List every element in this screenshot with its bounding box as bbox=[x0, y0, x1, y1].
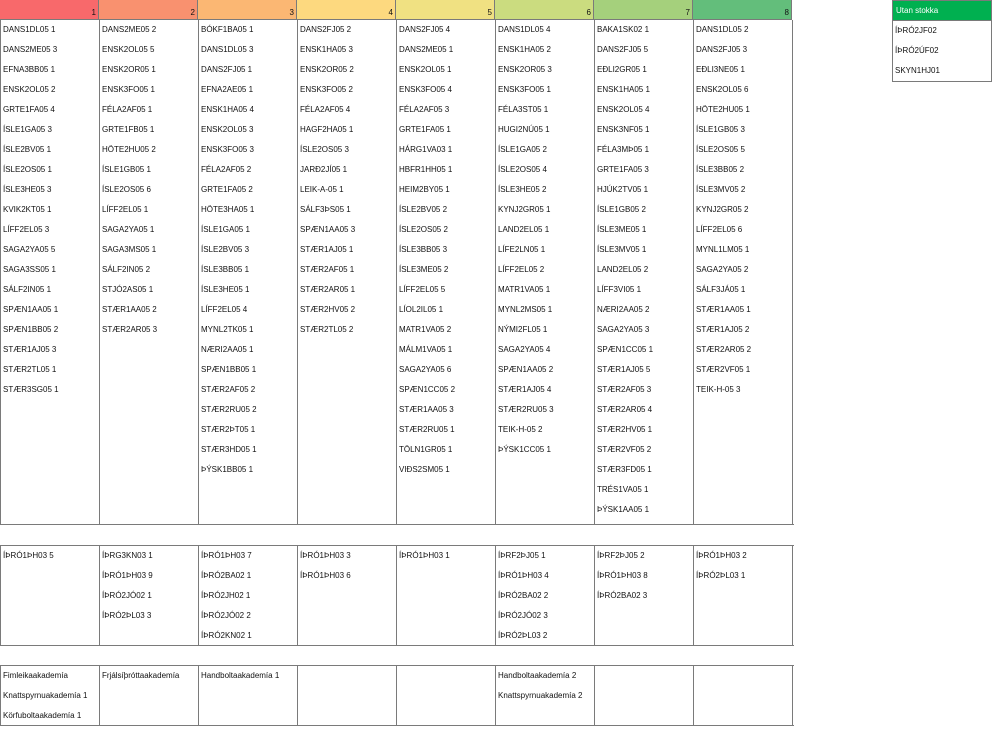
course-cell[interactable]: ÍSLE1GA05 2 bbox=[498, 145, 547, 154]
course-cell[interactable]: EÐLI2GR05 1 bbox=[597, 65, 647, 74]
course-cell[interactable]: FÉLA2AF05 3 bbox=[399, 105, 450, 114]
course-cell[interactable]: ÍÞRÓ1ÞH03 3 bbox=[300, 551, 351, 560]
course-cell[interactable]: STÆR2TL05 2 bbox=[300, 325, 354, 334]
course-cell[interactable]: ENSK1HA05 1 bbox=[597, 85, 650, 94]
course-cell[interactable]: SPÆN1CC05 1 bbox=[597, 345, 654, 354]
course-cell[interactable]: Frjálsíþróttaakademía bbox=[102, 671, 180, 680]
course-cell[interactable]: MÁLM1VA05 1 bbox=[399, 345, 453, 354]
course-cell[interactable]: STÆR1AJ05 2 bbox=[696, 325, 750, 334]
unassigned-cell[interactable]: ÍÞRÓ2ÚF02 bbox=[895, 46, 939, 55]
course-cell[interactable]: SPÆN1AA05 3 bbox=[300, 225, 356, 234]
block3-column-1 bbox=[1, 666, 100, 725]
course-cell[interactable]: BÓKF1BA05 1 bbox=[201, 25, 254, 34]
course-cell[interactable]: ÍSLE1GB05 3 bbox=[696, 125, 745, 134]
course-cell[interactable]: TÖLN1GR05 1 bbox=[399, 445, 453, 454]
column-header-3[interactable] bbox=[198, 0, 297, 20]
course-cell[interactable]: LÍFF2EL05 2 bbox=[498, 265, 545, 274]
course-cell[interactable]: DANS2FJ05 1 bbox=[201, 65, 253, 74]
course-cell[interactable]: ENSK1HA05 4 bbox=[201, 105, 254, 114]
column-header-number: 3 bbox=[289, 8, 294, 17]
course-cell[interactable]: HEIM2BY05 1 bbox=[399, 185, 450, 194]
course-cell[interactable]: ENSK2OR05 3 bbox=[498, 65, 552, 74]
course-cell[interactable]: EÐLI3NE05 1 bbox=[696, 65, 745, 74]
course-cell[interactable]: STÆR2ÞT05 1 bbox=[201, 425, 256, 434]
unassigned-cell[interactable]: ÍÞRÓ2JF02 bbox=[895, 26, 937, 35]
course-cell[interactable]: HBFR1HH05 1 bbox=[399, 165, 453, 174]
course-cell[interactable]: SPÆN1BB05 1 bbox=[201, 365, 257, 374]
course-cell[interactable]: LÍFE2LN05 1 bbox=[498, 245, 546, 254]
column-header-1[interactable] bbox=[0, 0, 99, 20]
block2-column-5 bbox=[397, 546, 496, 645]
course-cell[interactable]: ÍSLE1GB05 1 bbox=[102, 165, 151, 174]
course-cell[interactable]: DANS1DL05 4 bbox=[498, 25, 551, 34]
course-cell[interactable]: HJÚK2TV05 1 bbox=[597, 185, 649, 194]
block2-column-6 bbox=[496, 546, 595, 645]
course-cell[interactable]: TEIK-H-05 3 bbox=[696, 385, 741, 394]
course-cell[interactable]: ÍSLE1GB05 2 bbox=[597, 205, 646, 214]
course-cell[interactable]: LÍOL2IL05 1 bbox=[399, 305, 444, 314]
unassigned-panel bbox=[892, 0, 992, 82]
course-cell[interactable]: ÞÝSK1BB05 1 bbox=[201, 465, 254, 474]
course-cell[interactable]: Knattspyrnuakademía 1 bbox=[3, 691, 88, 700]
course-cell[interactable]: STÆR2AR05 3 bbox=[102, 325, 158, 334]
course-cell[interactable]: ENSK3FO05 4 bbox=[399, 85, 452, 94]
course-cell[interactable]: SAGA2YA05 4 bbox=[498, 345, 551, 354]
course-cell[interactable]: LAND2EL05 2 bbox=[597, 265, 649, 274]
course-cell[interactable]: ÍSLE2OS05 2 bbox=[399, 225, 448, 234]
course-cell[interactable]: BAKA1SK02 1 bbox=[597, 25, 650, 34]
course-cell[interactable]: ÍÞRÓ1ÞH03 6 bbox=[300, 571, 351, 580]
course-cell[interactable]: ENSK2OR05 1 bbox=[102, 65, 156, 74]
course-cell[interactable]: DANS2ME05 2 bbox=[102, 25, 157, 34]
block1-column-2 bbox=[100, 20, 199, 524]
course-cell[interactable]: DANS1DL05 2 bbox=[696, 25, 749, 34]
course-cell[interactable]: ÍÞRÓ2BA02 2 bbox=[498, 591, 549, 600]
course-cell[interactable]: ÍSLE2BV05 2 bbox=[399, 205, 448, 214]
course-cell[interactable]: FÉLA3MÞ05 1 bbox=[597, 145, 650, 154]
column-header-number: 7 bbox=[685, 8, 690, 17]
course-cell[interactable]: KYNJ2GR05 1 bbox=[498, 205, 551, 214]
course-cell[interactable]: STÆR2AR05 1 bbox=[300, 285, 356, 294]
course-cell[interactable]: SAGA2YA05 1 bbox=[102, 225, 155, 234]
course-cell[interactable]: ÍSLE1GA05 3 bbox=[3, 125, 52, 134]
course-cell[interactable]: SÁLF2IN05 1 bbox=[3, 285, 52, 294]
course-cell[interactable]: Handboltaakademía 1 bbox=[201, 671, 280, 680]
block2-column-3 bbox=[199, 546, 298, 645]
course-cell[interactable]: SAGA2YA05 6 bbox=[399, 365, 452, 374]
course-cell[interactable]: DANS2FJ05 3 bbox=[696, 45, 748, 54]
course-cell[interactable]: ÍSLE3MV05 2 bbox=[696, 185, 746, 194]
course-cell[interactable]: ÍSLE3MV05 1 bbox=[597, 245, 647, 254]
course-cell[interactable]: ÍÞRÓ1ÞH03 9 bbox=[102, 571, 153, 580]
course-cell[interactable]: STÆR2RU05 3 bbox=[498, 405, 554, 414]
course-cell[interactable]: SPÆN1AA05 1 bbox=[3, 305, 59, 314]
course-cell[interactable]: STÆR1AJ05 5 bbox=[597, 365, 651, 374]
block2-column-7 bbox=[595, 546, 694, 645]
course-cell[interactable]: SAGA2YA05 2 bbox=[696, 265, 749, 274]
block1-column-3 bbox=[199, 20, 298, 524]
course-cell[interactable]: STÆR1AA05 1 bbox=[696, 305, 751, 314]
course-cell[interactable]: ENSK2OL05 3 bbox=[201, 125, 254, 134]
course-cell[interactable]: LAND2EL05 1 bbox=[498, 225, 550, 234]
column-header-4[interactable] bbox=[297, 0, 396, 20]
block1-column-7 bbox=[595, 20, 694, 524]
course-cell[interactable]: ÍSLE3HE05 2 bbox=[498, 185, 547, 194]
course-cell[interactable]: STÆR1AJ05 1 bbox=[300, 245, 354, 254]
course-cell[interactable]: VIÐS2SM05 1 bbox=[399, 465, 450, 474]
course-cell[interactable]: KVIK2KT05 1 bbox=[3, 205, 52, 214]
course-cell[interactable]: STÆR2AR05 2 bbox=[696, 345, 752, 354]
course-cell[interactable]: STÆR2RU05 1 bbox=[399, 425, 455, 434]
course-cell[interactable]: STÆR2AF05 2 bbox=[201, 385, 256, 394]
column-header-7[interactable] bbox=[594, 0, 693, 20]
course-cell[interactable]: LÍFF3VI05 1 bbox=[597, 285, 642, 294]
course-cell[interactable]: ÍSLE2BV05 1 bbox=[3, 145, 52, 154]
course-cell[interactable]: LÍFF2EL05 3 bbox=[3, 225, 50, 234]
course-cell[interactable]: ÍÞRÓ2KN02 1 bbox=[201, 631, 252, 640]
column-header-row bbox=[0, 0, 794, 20]
course-cell[interactable]: STÆR3HD05 1 bbox=[201, 445, 257, 454]
course-cell[interactable]: ENSK2OL05 1 bbox=[399, 65, 452, 74]
course-cell[interactable]: ENSK2OL05 4 bbox=[597, 105, 650, 114]
course-cell[interactable]: ÍÞRÓ1ÞH03 5 bbox=[3, 551, 54, 560]
course-cell[interactable]: ENSK2OL05 5 bbox=[102, 45, 155, 54]
course-cell[interactable]: STÆR1AJ05 3 bbox=[3, 345, 57, 354]
block3-column-3 bbox=[199, 666, 298, 725]
course-cell[interactable]: KYNJ2GR05 2 bbox=[696, 205, 749, 214]
course-cell[interactable]: TRÉS1VA05 1 bbox=[597, 485, 649, 494]
course-cell[interactable]: ENSK3FO05 3 bbox=[201, 145, 254, 154]
course-cell[interactable]: DANS2ME05 3 bbox=[3, 45, 58, 54]
course-cell[interactable]: GRTE1FA05 4 bbox=[3, 105, 55, 114]
course-cell[interactable]: ÍSLE2BV05 3 bbox=[201, 245, 250, 254]
course-cell[interactable]: MATR1VA05 2 bbox=[399, 325, 452, 334]
course-cell[interactable]: ENSK2OL05 6 bbox=[696, 85, 749, 94]
column-header-8[interactable] bbox=[693, 0, 792, 20]
course-cell[interactable]: ÍSLE2OS05 5 bbox=[696, 145, 745, 154]
course-cell[interactable]: Handboltaakademía 2 bbox=[498, 671, 577, 680]
course-cell[interactable]: STÆR1AA05 3 bbox=[399, 405, 454, 414]
course-cell[interactable]: ÍÞRÓ2ÞL03 2 bbox=[498, 631, 548, 640]
course-cell[interactable]: FÉLA2AF05 4 bbox=[300, 105, 351, 114]
block1-column-5 bbox=[397, 20, 496, 524]
course-cell[interactable]: TEIK-H-05 2 bbox=[498, 425, 543, 434]
course-cell[interactable]: DANS2FJ05 5 bbox=[597, 45, 649, 54]
course-cell[interactable]: STÆR2VF05 2 bbox=[597, 445, 652, 454]
course-cell[interactable]: HÁRG1VA03 1 bbox=[399, 145, 453, 154]
course-cell[interactable]: ÍÞRÓ2JH02 1 bbox=[201, 591, 251, 600]
course-cell[interactable]: ENSK3FO05 1 bbox=[102, 85, 155, 94]
course-cell[interactable]: STÆR3FD05 1 bbox=[597, 465, 652, 474]
block1-column-1 bbox=[1, 20, 100, 524]
course-cell[interactable]: ÍSLE3BB05 1 bbox=[201, 265, 250, 274]
block1-column-4 bbox=[298, 20, 397, 524]
unassigned-list bbox=[893, 21, 991, 81]
block1-column-8 bbox=[694, 20, 793, 524]
course-cell[interactable]: STÆR2TL05 1 bbox=[3, 365, 57, 374]
course-cell[interactable]: ÍÞRÓ1ÞH03 7 bbox=[201, 551, 252, 560]
course-cell[interactable]: ÍÞRÓ2ÞL03 1 bbox=[696, 571, 746, 580]
course-cell[interactable]: STÆR2VF05 1 bbox=[696, 365, 751, 374]
unassigned-cell[interactable]: SKYN1HJ01 bbox=[895, 66, 940, 75]
course-cell[interactable]: GRTE1FA05 3 bbox=[597, 165, 649, 174]
course-cell[interactable]: GRTE1FB05 1 bbox=[102, 125, 155, 134]
course-cell[interactable]: ÍSLE3ME05 2 bbox=[399, 265, 449, 274]
block2-column-1 bbox=[1, 546, 100, 645]
course-cell[interactable]: ÍSLE2OS05 1 bbox=[3, 165, 52, 174]
course-cell[interactable]: FÉLA3ST05 1 bbox=[498, 105, 549, 114]
course-cell[interactable]: ÍSLE1GA05 1 bbox=[201, 225, 250, 234]
block2-column-2 bbox=[100, 546, 199, 645]
course-cell[interactable]: SÁLF3JÁ05 1 bbox=[696, 285, 746, 294]
course-cell[interactable]: HÖTE2HU05 1 bbox=[696, 105, 750, 114]
course-cell[interactable]: ÍSLE3HE05 3 bbox=[3, 185, 52, 194]
block3-column-6 bbox=[496, 666, 595, 725]
course-cell[interactable]: STÆR1AJ05 4 bbox=[498, 385, 552, 394]
course-cell[interactable]: LÍFF2EL05 5 bbox=[399, 285, 446, 294]
course-cell[interactable]: MATR1VA05 1 bbox=[498, 285, 551, 294]
course-cell[interactable]: ÍSLE3BB05 2 bbox=[696, 165, 745, 174]
column-header-5[interactable] bbox=[396, 0, 495, 20]
column-header-number: 2 bbox=[190, 8, 195, 17]
course-cell[interactable]: MYNL2MS05 1 bbox=[498, 305, 553, 314]
course-cell[interactable]: ÍSLE2OS05 4 bbox=[498, 165, 547, 174]
course-cell[interactable]: LÍFF2EL05 6 bbox=[696, 225, 743, 234]
column-header-2[interactable] bbox=[99, 0, 198, 20]
course-cell[interactable]: LEIK-A-05 1 bbox=[300, 185, 344, 194]
block2-column-8 bbox=[694, 546, 793, 645]
course-cell[interactable]: MYNL1LM05 1 bbox=[696, 245, 750, 254]
unassigned-header[interactable]: Utan stokka bbox=[893, 1, 991, 21]
course-cell[interactable]: JARÐ2JÍ05 1 bbox=[300, 165, 348, 174]
course-cell[interactable]: ENSK3NF05 1 bbox=[597, 125, 650, 134]
course-cell[interactable]: ÍÞRÓ2BA02 1 bbox=[201, 571, 252, 580]
course-cell[interactable]: GRTE1FA05 1 bbox=[399, 125, 451, 134]
course-cell[interactable]: ÍSLE2OS05 3 bbox=[300, 145, 349, 154]
course-cell[interactable]: SPÆN1AA05 2 bbox=[498, 365, 554, 374]
course-cell[interactable]: SAGA2YA05 5 bbox=[3, 245, 56, 254]
column-header-number: 5 bbox=[487, 8, 492, 17]
course-cell[interactable]: ÍÞRÓ2JÓ02 3 bbox=[498, 611, 548, 620]
course-cell[interactable]: ÍÞRÓ1ÞH03 8 bbox=[597, 571, 648, 580]
course-cell[interactable]: DANS1DL05 3 bbox=[201, 45, 254, 54]
course-block-sports bbox=[0, 545, 794, 646]
course-cell[interactable]: SPÆN1CC05 2 bbox=[399, 385, 456, 394]
course-cell[interactable]: STÆR2RU05 2 bbox=[201, 405, 257, 414]
course-cell[interactable]: ÍSLE2OS05 6 bbox=[102, 185, 151, 194]
course-cell[interactable]: Fimleikaakademía bbox=[3, 671, 68, 680]
course-cell[interactable]: ENSK2OL05 2 bbox=[3, 85, 56, 94]
block3-column-4 bbox=[298, 666, 397, 725]
block3-column-5 bbox=[397, 666, 496, 725]
course-cell[interactable]: STJÓ2AS05 1 bbox=[102, 285, 154, 294]
course-cell[interactable]: STÆR3SG05 1 bbox=[3, 385, 59, 394]
course-cell[interactable]: STÆR2AR05 4 bbox=[597, 405, 653, 414]
course-cell[interactable]: ÞÝSK1AA05 1 bbox=[597, 505, 650, 514]
course-cell[interactable]: FÉLA2AF05 1 bbox=[102, 105, 153, 114]
course-cell[interactable]: SÁLF2IN05 2 bbox=[102, 265, 151, 274]
course-cell[interactable]: DANS1DL05 1 bbox=[3, 25, 56, 34]
course-cell[interactable]: LÍFF2EL05 1 bbox=[102, 205, 149, 214]
column-header-number: 4 bbox=[388, 8, 393, 17]
course-cell[interactable]: Knattspyrnuakademía 2 bbox=[498, 691, 583, 700]
course-cell[interactable]: STÆR1AA05 2 bbox=[102, 305, 157, 314]
course-cell[interactable]: HAGF2HA05 1 bbox=[300, 125, 354, 134]
column-header-6[interactable] bbox=[495, 0, 594, 20]
course-cell[interactable]: NÝMI2FL05 1 bbox=[498, 325, 548, 334]
course-cell[interactable]: EFNA3BB05 1 bbox=[3, 65, 56, 74]
course-cell[interactable]: ÍÞRÓ1ÞH03 4 bbox=[498, 571, 549, 580]
course-cell[interactable]: HUGI2NÚ05 1 bbox=[498, 125, 550, 134]
block3-column-2 bbox=[100, 666, 199, 725]
course-cell[interactable]: ÍÞRF2ÞJ05 2 bbox=[597, 551, 645, 560]
course-cell[interactable]: ÍSLE3BB05 3 bbox=[399, 245, 448, 254]
course-cell[interactable]: MYNL2TK05 1 bbox=[201, 325, 254, 334]
course-cell[interactable]: STÆR2HV05 1 bbox=[597, 425, 653, 434]
block3-column-7 bbox=[595, 666, 694, 725]
course-cell[interactable]: SAGA2YA05 3 bbox=[597, 325, 650, 334]
course-cell[interactable]: ÍÞRÓ1ÞH03 2 bbox=[696, 551, 747, 560]
course-cell[interactable]: ENSK2OR05 2 bbox=[300, 65, 354, 74]
course-cell[interactable]: HÖTE2HU05 2 bbox=[102, 145, 156, 154]
course-block-main bbox=[0, 20, 794, 525]
course-cell[interactable]: ÍSLE3HE05 1 bbox=[201, 285, 250, 294]
course-cell[interactable]: DANS2ME05 1 bbox=[399, 45, 454, 54]
course-cell[interactable]: SAGA3MS05 1 bbox=[102, 245, 157, 254]
course-cell[interactable]: ÍÞRF2ÞJ05 1 bbox=[498, 551, 546, 560]
course-cell[interactable]: ÞÝSK1CC05 1 bbox=[498, 445, 551, 454]
course-cell[interactable]: ÍSLE3ME05 1 bbox=[597, 225, 647, 234]
course-cell[interactable]: DANS2FJ05 2 bbox=[300, 25, 352, 34]
column-header-number: 8 bbox=[784, 8, 789, 17]
course-cell[interactable]: SAGA3SS05 1 bbox=[3, 265, 56, 274]
course-cell[interactable]: ÍÞRÓ2JÓ02 1 bbox=[102, 591, 152, 600]
block2-column-4 bbox=[298, 546, 397, 645]
course-cell[interactable]: SPÆN1BB05 2 bbox=[3, 325, 59, 334]
course-cell[interactable]: ENSK3FO05 1 bbox=[498, 85, 551, 94]
course-cell[interactable]: ENSK1HA05 2 bbox=[498, 45, 551, 54]
course-cell[interactable]: NÆRI2AA05 1 bbox=[201, 345, 254, 354]
course-cell[interactable]: STÆR2AF05 3 bbox=[597, 385, 652, 394]
course-cell[interactable]: HÖTE3HA05 1 bbox=[201, 205, 255, 214]
course-cell[interactable]: NÆRI2AA05 2 bbox=[597, 305, 650, 314]
course-cell[interactable]: ÍÞRÓ2ÞL03 3 bbox=[102, 611, 152, 620]
block3-column-8 bbox=[694, 666, 793, 725]
course-cell[interactable]: ÍÞRÓ2BA02 3 bbox=[597, 591, 648, 600]
course-cell[interactable]: ÍÞRÓ2JÓ02 2 bbox=[201, 611, 251, 620]
course-cell[interactable]: STÆR2HV05 2 bbox=[300, 305, 356, 314]
course-cell[interactable]: ÍÞRG3KN03 1 bbox=[102, 551, 153, 560]
course-cell[interactable]: Körfuboltaakademía 1 bbox=[3, 711, 82, 720]
course-cell[interactable]: STÆR2AF05 1 bbox=[300, 265, 355, 274]
course-cell[interactable]: EFNA2AE05 1 bbox=[201, 85, 254, 94]
course-cell[interactable]: ENSK1HA05 3 bbox=[300, 45, 353, 54]
course-cell[interactable]: ÍÞRÓ1ÞH03 1 bbox=[399, 551, 450, 560]
course-cell[interactable]: ENSK3FO05 2 bbox=[300, 85, 353, 94]
column-header-number: 1 bbox=[91, 8, 96, 17]
course-cell[interactable]: DANS2FJ05 4 bbox=[399, 25, 451, 34]
course-cell[interactable]: LÍFF2EL05 4 bbox=[201, 305, 248, 314]
course-cell[interactable]: SÁLF3ÞS05 1 bbox=[300, 205, 351, 214]
course-cell[interactable]: FÉLA2AF05 2 bbox=[201, 165, 252, 174]
block1-column-6 bbox=[496, 20, 595, 524]
course-block-academies bbox=[0, 665, 794, 726]
course-cell[interactable]: GRTE1FA05 2 bbox=[201, 185, 253, 194]
column-header-number: 6 bbox=[586, 8, 591, 17]
